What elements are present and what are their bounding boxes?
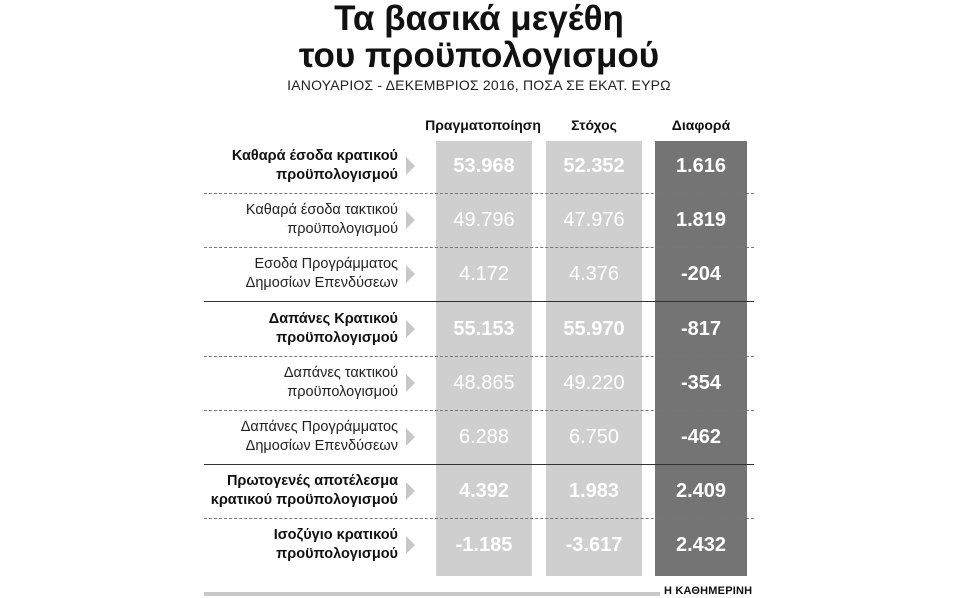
row-arrow-icon — [406, 211, 415, 229]
row-arrow-icon — [406, 374, 415, 392]
row-label-line1: Καθαρά έσοδα κρατικού — [231, 148, 398, 164]
target-value: 52.352 — [563, 155, 625, 177]
chart-title-line1: Τα βασικά μεγέθη — [334, 0, 624, 38]
row-label-line2: προϋπολογισμού — [276, 546, 398, 563]
actual-value: 53.968 — [453, 155, 515, 177]
row-label — [190, 144, 398, 188]
row-arrow-icon — [406, 157, 415, 175]
row-separator — [204, 518, 754, 519]
chart-title-line2: του προϋπολογισμού — [298, 36, 660, 75]
row-separator — [204, 464, 754, 465]
source-rule — [204, 592, 660, 596]
difference-value: 1.819 — [675, 209, 727, 232]
row-label-line2: προϋπολογισμού — [287, 221, 398, 238]
column-header-actual: Πραγματοποίηση — [425, 117, 541, 133]
row-label-line2: Δημοσίων Επενδύσεων — [245, 438, 398, 454]
target-value: 6.750 — [568, 426, 620, 448]
row-label-line2: προϋπολογισμού — [287, 383, 398, 400]
row-label-line1: Δαπάνες Προγράμματος — [240, 419, 398, 435]
difference-value: 1.616 — [675, 155, 727, 177]
row-separator — [204, 247, 754, 248]
target-value: 55.970 — [563, 317, 625, 340]
row-arrow-icon — [406, 428, 415, 446]
row-arrow-icon — [406, 536, 415, 554]
row-arrow-icon — [406, 482, 415, 500]
source-credit: Η ΚΑΘΗΜΕΡΙΝΗ — [664, 585, 753, 597]
actual-value: 4.172 — [458, 263, 510, 286]
row-label-line1: Δαπάνες Κρατικού — [268, 310, 398, 327]
actual-value: 4.392 — [458, 480, 510, 503]
row-label-line1: Δαπάνες τακτικού — [283, 364, 398, 381]
actual-value: 49.796 — [453, 209, 515, 232]
target-value: -3.617 — [565, 534, 623, 557]
row-label — [190, 361, 398, 405]
row-label-line1: Εσοδα Προγράμματος — [254, 256, 398, 273]
row-separator — [204, 193, 754, 194]
difference-value: 2.432 — [675, 534, 727, 557]
row-label-line2: κρατικού προϋπολογισμού — [210, 492, 398, 509]
row-label — [190, 252, 398, 296]
column-header-difference: Διαφορά — [671, 117, 731, 133]
difference-value: -817 — [680, 317, 722, 340]
row-label-line2: προϋπολογισμού — [276, 329, 398, 346]
difference-value: -354 — [680, 371, 722, 394]
row-label-line2: Δημοσίων Επενδύσεων — [245, 275, 398, 292]
actual-value: 48.865 — [453, 371, 515, 394]
difference-value: 2.409 — [675, 480, 727, 503]
difference-value: -204 — [680, 263, 722, 286]
row-arrow-icon — [406, 265, 415, 283]
row-label-line1: Καθαρά έσοδα τακτικού — [245, 202, 398, 219]
row-separator — [204, 410, 754, 411]
row-label — [190, 198, 398, 242]
row-separator — [204, 356, 754, 357]
target-value: 47.976 — [563, 209, 625, 232]
row-label — [190, 415, 398, 459]
row-label-line2: προϋπολογισμού — [276, 167, 398, 183]
actual-value: 55.153 — [453, 317, 515, 340]
target-value: 4.376 — [568, 263, 620, 286]
target-value: 49.220 — [563, 371, 625, 394]
row-separator — [204, 301, 754, 302]
column-header-target: Στόχος — [571, 117, 617, 133]
row-label — [190, 469, 398, 513]
row-arrow-icon — [406, 320, 415, 338]
difference-value: -462 — [680, 426, 722, 448]
actual-value: 6.288 — [458, 426, 510, 448]
actual-value: -1.185 — [455, 534, 513, 557]
chart-subtitle: ΙΑΝΟΥΑΡΙΟΣ - ΔΕΚΕΜΒΡΙΟΣ 2016, ΠΟΣΑ ΣΕ ΕΚΑΤ. ΕΥΡΩ — [287, 77, 671, 93]
row-label — [190, 523, 398, 567]
row-label — [190, 307, 398, 351]
target-value: 1.983 — [568, 480, 620, 503]
row-label-line1: Πρωτογενές αποτέλεσμα — [226, 473, 398, 490]
row-label-line1: Ισοζύγιο κρατικού — [273, 527, 398, 544]
